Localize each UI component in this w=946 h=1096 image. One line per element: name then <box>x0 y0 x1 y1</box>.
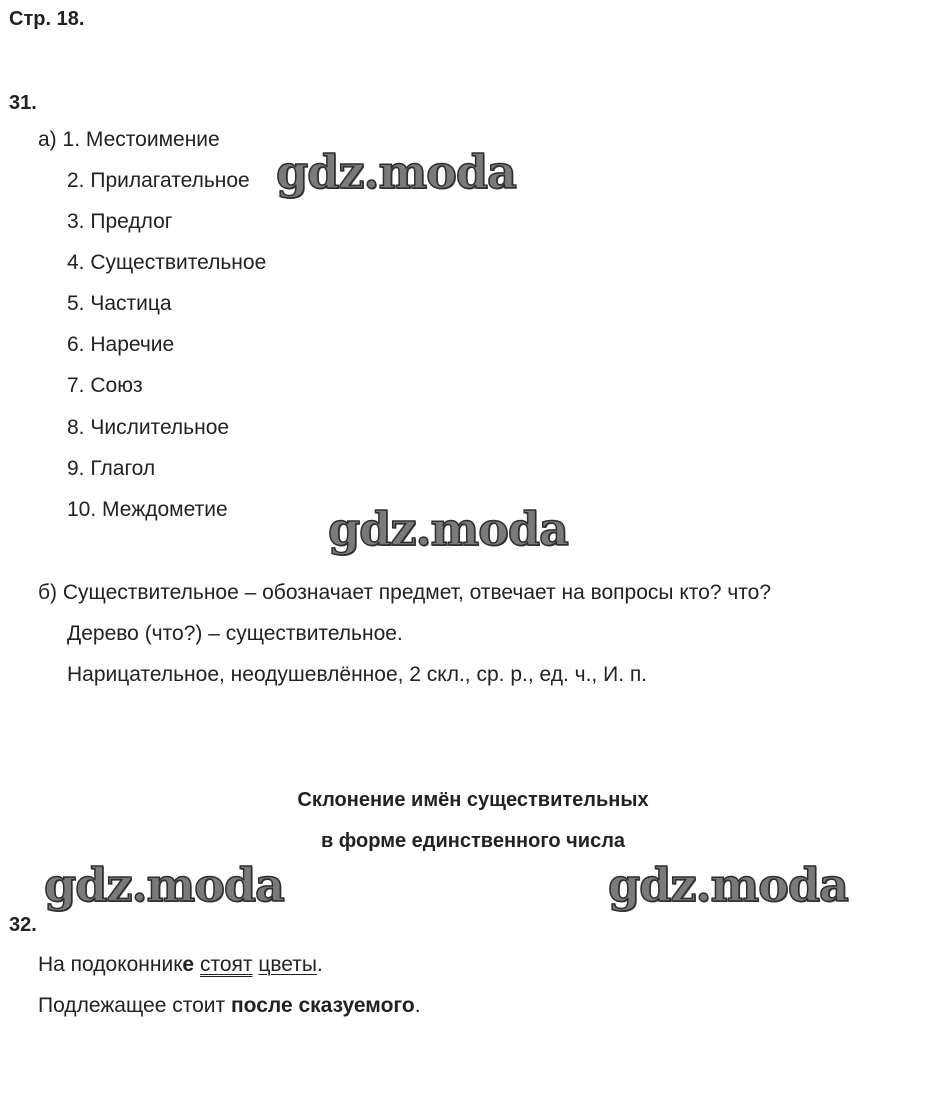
list-item: 6. Наречие <box>67 333 175 356</box>
list-item: 10. Междометие <box>67 498 228 521</box>
list-item <box>38 128 220 152</box>
watermark: gdz.moda <box>44 858 284 912</box>
list-item: 4. Существительное <box>67 251 267 274</box>
list-item-text: 1. Местоимение <box>62 128 220 151</box>
conclusion-bold: после сказуемого <box>230 994 415 1017</box>
list-item: 3. Предлог <box>67 210 173 233</box>
part-b-analysis: Нарицательное, неодушевлённое, 2 скл., ср. р., ед. ч., И. п. <box>67 663 648 686</box>
sentence-ending-bold: е <box>182 953 195 976</box>
part-b-line <box>38 581 771 605</box>
list-item: 8. Числительное <box>67 416 230 439</box>
section-heading-line-1: Склонение имён существительных <box>297 789 649 811</box>
part-b-example: Дерево (что?) – существительное. <box>67 622 403 645</box>
subject-word: цветы <box>258 953 318 976</box>
predicate-word: стоят <box>199 953 253 976</box>
task-31-number: 31. <box>9 92 37 114</box>
list-item: 5. Частица <box>67 292 172 315</box>
task-32-sentence <box>38 953 323 977</box>
list-item: 2. Прилагательное <box>67 169 250 192</box>
sentence-text: На подоконник <box>38 953 183 976</box>
section-heading-line-2: в форме единственного числа <box>320 830 626 852</box>
conclusion-text: Подлежащее стоит <box>38 994 231 1017</box>
part-b-marker: б) <box>38 581 58 604</box>
part-a-marker: а) <box>38 128 57 151</box>
list-item: 9. Глагол <box>67 457 156 480</box>
sentence-period: . <box>317 953 323 976</box>
part-b-definition: Существительное – обозначает предмет, отвечает на вопросы кто? что? <box>62 581 772 604</box>
list-item: 7. Союз <box>67 374 143 397</box>
page-reference: Стр. 18. <box>9 8 85 30</box>
conclusion-period: . <box>414 994 421 1017</box>
watermark: gdz.moda <box>608 858 848 912</box>
task-32-number: 32. <box>9 914 37 936</box>
task-32-conclusion <box>38 994 421 1018</box>
watermark: gdz.moda <box>328 502 568 556</box>
watermark: gdz.moda <box>276 145 516 199</box>
